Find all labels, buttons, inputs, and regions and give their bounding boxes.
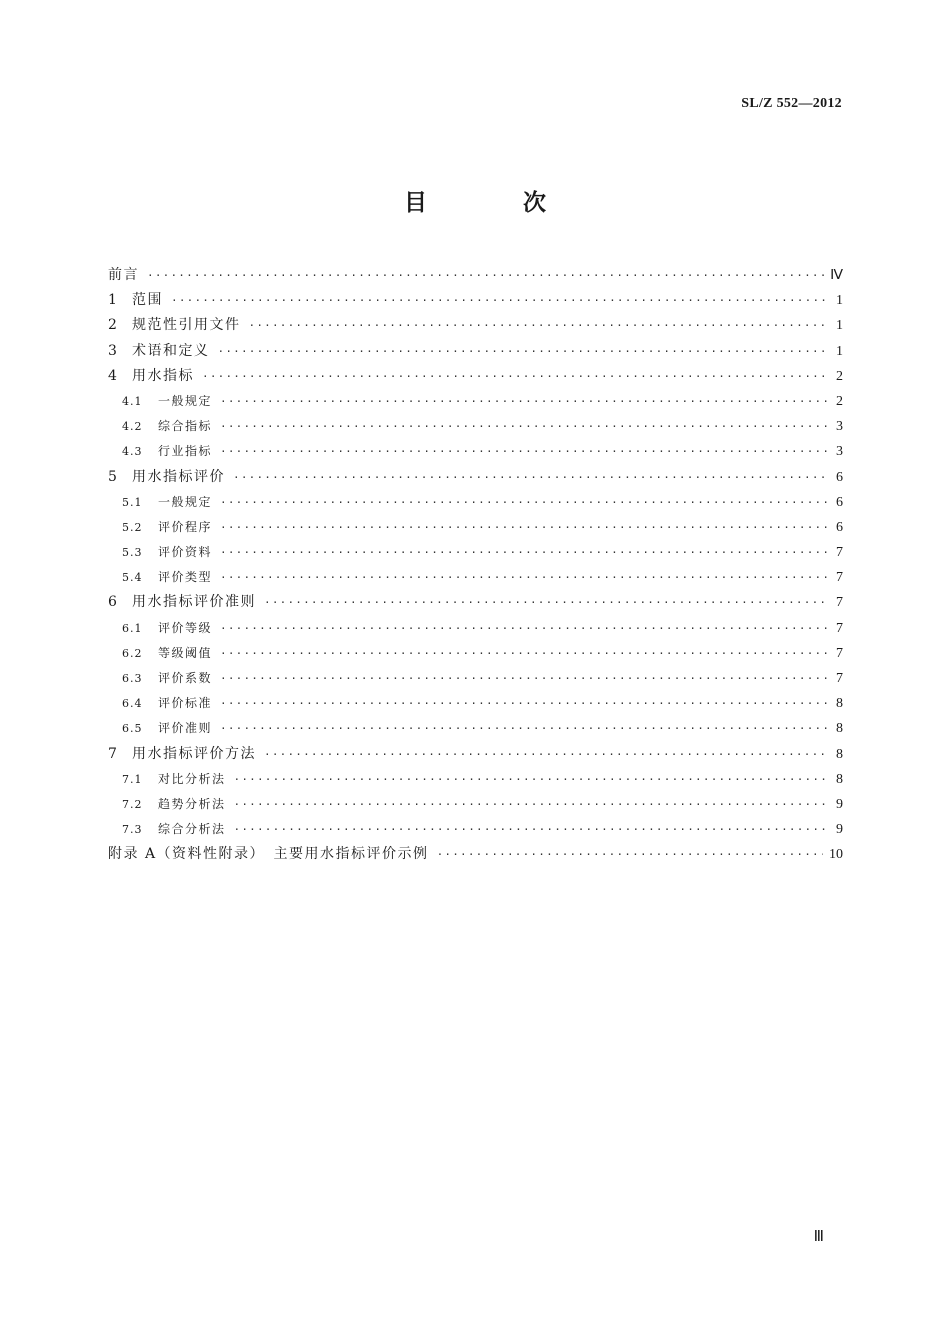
- dot-leader: [233, 465, 829, 490]
- toc-entry-number: 3: [108, 342, 117, 359]
- dot-leader: [220, 540, 829, 565]
- toc-entry-number: 1: [108, 292, 117, 309]
- toc-entry-page: 6: [836, 494, 843, 510]
- toc-entry[interactable]: [108, 842, 843, 867]
- toc-entry-page: 6: [836, 469, 843, 485]
- toc-entry-number: 5.2: [122, 520, 143, 534]
- toc-entry-label: 前言: [108, 267, 139, 283]
- toc-entry-label: 综合指标: [158, 419, 213, 434]
- toc-entry-label: 评价标准: [158, 696, 213, 711]
- toc-entry-page: 8: [836, 721, 843, 737]
- dot-leader: [220, 641, 829, 666]
- toc-entry-label: 评价准则: [158, 721, 213, 736]
- toc-entry-page: 8: [836, 696, 843, 712]
- toc-entry-number: 7.3: [122, 823, 143, 837]
- toc-entry[interactable]: [108, 313, 843, 338]
- toc-entry[interactable]: [108, 565, 843, 590]
- dot-leader: [234, 792, 829, 817]
- dot-leader: [171, 288, 829, 313]
- toc-entry[interactable]: [108, 465, 843, 490]
- toc-entry[interactable]: [108, 439, 843, 464]
- toc-entry-label: 一般规定: [158, 393, 213, 408]
- toc-entry-page: 9: [836, 822, 843, 838]
- toc-entry-page: 2: [836, 393, 843, 409]
- dot-leader: [220, 414, 829, 439]
- dot-leader: [220, 515, 829, 540]
- toc-entry-label: 综合分析法: [158, 822, 226, 837]
- toc-entry-label: 一般规定: [158, 494, 213, 509]
- toc-entry-page: 7: [836, 570, 843, 586]
- dot-leader: [234, 817, 829, 842]
- toc-entry-number: 5: [108, 468, 117, 485]
- toc-entry-number: 5.4: [122, 571, 143, 585]
- toc-entry[interactable]: [108, 616, 843, 641]
- page-title: 目 次: [403, 189, 590, 216]
- toc-entry-number: 4: [108, 367, 117, 384]
- toc-entry[interactable]: [108, 590, 843, 615]
- toc-entry-label: 行业指标: [158, 444, 213, 459]
- toc-entry-number: 6: [108, 594, 117, 611]
- toc-entry-label: 评价系数: [158, 671, 213, 685]
- toc-entry[interactable]: [108, 288, 843, 313]
- toc-entry[interactable]: [108, 792, 843, 817]
- toc-entry-label: 趋势分析法: [158, 796, 226, 811]
- dot-leader: [220, 439, 829, 464]
- toc-entry[interactable]: [108, 716, 843, 741]
- toc-entry-page: 6: [836, 519, 843, 535]
- toc-entry-page: 7: [836, 595, 843, 611]
- toc-entry[interactable]: [108, 389, 843, 414]
- toc-entry-label: 用水指标评价准则: [132, 594, 256, 611]
- toc-entry-page: 1: [836, 318, 843, 334]
- toc-entry-label: 规范性引用文件: [132, 317, 241, 334]
- toc-entry-page: 3: [836, 419, 843, 435]
- toc-entry-number: 7.1: [122, 772, 143, 786]
- toc-entry-page: 10: [829, 847, 843, 863]
- toc-entry-label: 用水指标: [132, 367, 194, 384]
- toc-entry[interactable]: [108, 742, 843, 767]
- toc-entry-page: 9: [836, 796, 843, 812]
- toc-entry-label: 用水指标评价方法: [132, 745, 256, 762]
- toc-entry-page: 8: [836, 771, 843, 787]
- toc-entry-label: 术语和定义: [132, 342, 210, 359]
- toc-entry[interactable]: [108, 515, 843, 540]
- toc-entry-number: 5.3: [122, 546, 143, 560]
- dot-leader: [220, 490, 829, 515]
- toc-entry[interactable]: [108, 691, 843, 716]
- toc-entry[interactable]: [108, 263, 843, 288]
- toc-entry-label: 评价资料: [158, 545, 213, 560]
- toc-entry[interactable]: [108, 540, 843, 565]
- dot-leader: [220, 565, 829, 590]
- toc-entry-page: Ⅳ: [830, 268, 843, 283]
- dot-leader: [202, 364, 829, 389]
- table-of-contents: [108, 263, 843, 868]
- toc-entry-page: 7: [836, 671, 843, 686]
- toc-entry-label: 范围: [132, 292, 163, 309]
- toc-entry-number: 6.4: [122, 697, 143, 711]
- dot-leader: [147, 263, 824, 288]
- toc-entry-number: 2: [108, 317, 117, 334]
- toc-entry-page: 8: [836, 746, 843, 762]
- dot-leader: [264, 742, 829, 767]
- toc-entry-number: 4.3: [122, 445, 143, 459]
- toc-entry-label: 等级阈值: [158, 645, 213, 660]
- toc-entry-number: 4.2: [122, 420, 143, 434]
- toc-entry-label: 评价类型: [158, 570, 213, 585]
- toc-entry[interactable]: [108, 767, 843, 792]
- dot-leader: [234, 767, 829, 792]
- toc-entry-page: 3: [836, 444, 843, 460]
- toc-entry-page: 7: [836, 545, 843, 561]
- toc-entry-label: 用水指标评价: [132, 468, 225, 485]
- toc-entry-number: 6.5: [122, 722, 143, 736]
- toc-entry[interactable]: [108, 364, 843, 389]
- toc-entry[interactable]: [108, 641, 843, 666]
- dot-leader: [220, 716, 829, 741]
- dot-leader: [218, 339, 830, 364]
- toc-entry-label: 对比分析法: [158, 771, 226, 786]
- dot-leader: [264, 590, 829, 615]
- toc-entry-number: 5.1: [122, 495, 143, 509]
- toc-entry[interactable]: [108, 339, 843, 364]
- toc-entry-label: 附录 A（资料性附录） 主要用水指标评价示例: [108, 846, 429, 863]
- toc-entry-label: 评价等级: [158, 620, 213, 635]
- toc-entry-number: 4.1: [122, 394, 143, 408]
- toc-entry-number: 7: [108, 745, 117, 762]
- dot-leader: [220, 616, 829, 641]
- toc-entry[interactable]: [108, 414, 843, 439]
- page-number: Ⅲ: [813, 1229, 824, 1245]
- toc-entry[interactable]: [108, 666, 843, 691]
- toc-entry-number: 7.2: [122, 797, 143, 811]
- toc-entry-page: 7: [836, 620, 843, 636]
- toc-entry-number: 6.1: [122, 621, 143, 635]
- toc-entry[interactable]: [108, 817, 843, 842]
- toc-entry-page: 1: [836, 293, 843, 309]
- toc-entry-page: 1: [836, 343, 843, 359]
- dot-leader: [220, 691, 829, 716]
- toc-entry-page: 7: [836, 645, 843, 661]
- dot-leader: [249, 313, 830, 338]
- dot-leader: [437, 842, 823, 867]
- standard-code: SL/Z 552—2012: [741, 96, 842, 111]
- toc-entry[interactable]: [108, 490, 843, 515]
- toc-entry-page: 2: [836, 368, 843, 384]
- dot-leader: [220, 389, 829, 414]
- toc-entry-number: 6.3: [122, 672, 143, 685]
- dot-leader: [220, 666, 829, 691]
- toc-entry-label: 评价程序: [158, 519, 213, 534]
- toc-entry-number: 6.2: [122, 646, 143, 660]
